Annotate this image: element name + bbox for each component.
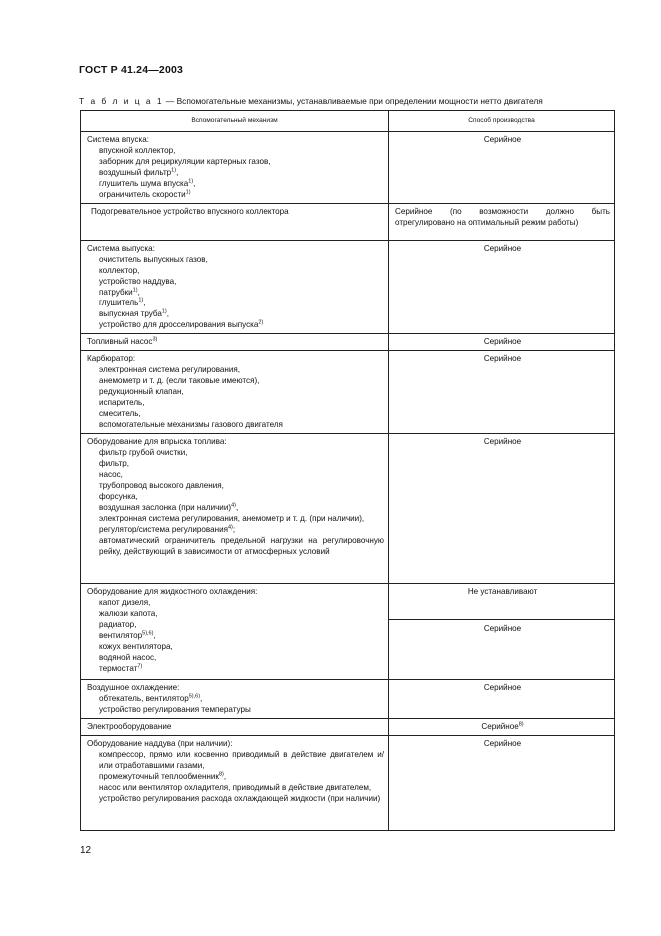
- list-item: выпускная труба$^{1)}$,: [99, 308, 169, 319]
- table-row: [81, 735, 615, 830]
- table-header-row: [81, 111, 615, 132]
- list-item: смеситель,: [99, 409, 141, 419]
- list-item: вспомогательные механизмы газового двигателя: [99, 420, 283, 430]
- list-item: форсунка,: [99, 491, 138, 501]
- row-preheat-value: Серийное (по возможности должно быть отрегулировано на оптимальный режим работы): [389, 203, 615, 240]
- row-air-cooling-mechanism: [81, 680, 389, 719]
- list-item: устройство регулирования температуры: [99, 704, 251, 714]
- row-supercharging-mechanism: [81, 735, 389, 830]
- row-intake-mechanism: [81, 132, 389, 204]
- auxiliary-mechanisms-table: [80, 110, 615, 831]
- column-header-mechanism: Вспомогательный механизм: [81, 111, 389, 132]
- table-row: [81, 240, 615, 334]
- footnote-mark: 8): [518, 721, 524, 728]
- row-carburetor-value: Серийное: [389, 351, 615, 434]
- list-item: испаритель,: [99, 398, 145, 408]
- row-preheat-mechanism: Подогревательное устройство впускного коллектора: [81, 203, 389, 240]
- row-liquid-cooling-value-top: Не устанавливают: [389, 584, 615, 620]
- row-electrical-value: Серийное$^{8)}$: [389, 718, 615, 735]
- table-row: [81, 132, 615, 204]
- list-item: устройство для дросселирования выпуска$^{2)}$: [99, 319, 264, 330]
- row-title: Воздушное охлаждение:: [87, 683, 180, 693]
- footnote-mark: 1): [138, 297, 144, 304]
- list-item: радиатор,: [99, 619, 137, 629]
- list-item: компрессор, прямо или косвенно приводимый в действие двигателем и/или отработавшими газами,: [99, 749, 384, 770]
- row-fuel-pump-value: Серийное: [389, 334, 615, 351]
- list-item: ограничитель скорости$^{1)}$: [99, 189, 191, 199]
- list-item: редукционный клапан,: [99, 387, 184, 397]
- footnote-mark: 1): [161, 308, 167, 315]
- list-item: регулятор/система регулирования$^{4)}$;: [99, 523, 236, 534]
- table-label: Т а б л и ц а 1: [79, 96, 164, 106]
- list-item: вентилятор$^{5),6)}$,: [99, 630, 156, 640]
- row-liquid-cooling-mechanism: [81, 584, 389, 680]
- list-item: фильтр грубой очистки,: [99, 447, 188, 457]
- row-exhaust-mechanism: [81, 240, 389, 334]
- footnote-mark: 4): [231, 502, 236, 509]
- list-item: автоматический ограничитель предельной нагрузки на регулировочную рейку, действующий в зависимости от атмосферных условий: [99, 535, 384, 556]
- footnote-mark: 1): [188, 178, 194, 185]
- table-row: [81, 680, 615, 719]
- list-item: водяной насос,: [99, 652, 157, 662]
- table-title: — Вспомогательные механизмы, устанавливаемые при определении мощности нетто двигателя: [163, 96, 543, 106]
- footnote-mark: 5),6): [142, 630, 154, 637]
- row-supercharging-value: Серийное: [389, 735, 615, 830]
- list-item: глушитель шума впуска$^{1)}$,: [99, 178, 196, 188]
- table-row: [81, 351, 615, 434]
- row-exhaust-value: Серийное: [389, 240, 615, 334]
- footnote-mark: 8): [218, 771, 224, 778]
- list-item: очиститель выпускных газов,: [99, 254, 208, 264]
- list-item: впускной коллектор,: [99, 145, 176, 155]
- list-item: заборник для рециркуляции картерных газов,: [99, 156, 271, 166]
- footnote-mark: 1): [185, 189, 191, 196]
- row-title: Карбюратор:: [87, 354, 136, 364]
- footnote-mark: 7): [137, 663, 143, 669]
- footnote-mark: 3): [152, 336, 158, 343]
- list-item: воздушная заслонка (при наличии)$^{4)}$,: [99, 502, 239, 512]
- list-item: электронная система регулирования,: [99, 365, 241, 375]
- list-item: насос или вентилятор охладителя, приводимый в действие двигателем,: [99, 782, 372, 792]
- table-row: [81, 334, 615, 351]
- page-number: 12: [80, 845, 92, 856]
- list-item: анемометр и т. д. (если таковые имеются),: [99, 376, 260, 386]
- list-item: воздушный фильтр$^{1)}$,: [99, 167, 179, 177]
- footnote-mark: 1): [171, 167, 177, 174]
- document-code: ГОСТ Р 41.24—2003: [79, 64, 184, 76]
- list-item: коллектор,: [99, 265, 140, 275]
- footnote-mark: 1): [132, 286, 138, 293]
- list-item: устройство наддува,: [99, 276, 177, 286]
- list-item: насос,: [99, 469, 123, 479]
- list-item: трубопровод высокого давления,: [99, 480, 224, 490]
- list-item: устройство регулирования расхода охлаждающей жидкости (при наличии): [99, 793, 381, 803]
- list-item: капот дизеля,: [99, 597, 151, 607]
- row-intake-value: Серийное: [389, 132, 615, 204]
- column-header-production: Способ производства: [389, 111, 615, 132]
- row-title: Оборудование наддува (при наличии):: [87, 738, 233, 748]
- table-caption: [79, 96, 543, 106]
- row-injection-mechanism: [81, 434, 389, 584]
- row-liquid-cooling-value-bottom: Серийное: [389, 620, 615, 680]
- list-item: глушитель$^{1)}$,: [99, 297, 146, 308]
- list-item: кожух вентилятора,: [99, 641, 173, 651]
- footnote-mark: 5),6): [188, 693, 201, 700]
- table-row: [81, 203, 615, 240]
- table-row: [81, 434, 615, 584]
- table-row: [81, 718, 615, 735]
- row-title: Система впуска:: [87, 135, 149, 144]
- row-title: Система выпуска:: [87, 243, 155, 253]
- table-row: [81, 584, 615, 620]
- row-air-cooling-value: Серийное: [389, 680, 615, 719]
- row-carburetor-mechanism: [81, 351, 389, 434]
- row-title: Оборудование для жидкостного охлаждения:: [87, 587, 258, 597]
- footnote-mark: 4): [228, 523, 233, 530]
- list-item: обтекатель, вентилятор$^{5),6)}$,: [99, 693, 203, 703]
- row-fuel-pump-mechanism: Топливный насос$^{3)}$: [81, 334, 389, 351]
- list-item: термостат$^{7)}$: [99, 663, 143, 673]
- list-item: электронная система регулирования, анемометр и т. д. (при наличии),: [99, 513, 365, 523]
- list-item: фильтр,: [99, 458, 129, 468]
- footnote-mark: 2): [258, 319, 264, 326]
- list-item: патрубки$^{1)}$,: [99, 286, 140, 297]
- list-item: жалюзи капота,: [99, 608, 158, 618]
- list-item: промежуточный теплообменник$^{8)}$,: [99, 771, 227, 781]
- row-injection-value: Серийное: [389, 434, 615, 584]
- row-electrical-mechanism: Электрооборудование: [81, 718, 389, 735]
- row-title: Оборудование для впрыска топлива:: [87, 437, 227, 447]
